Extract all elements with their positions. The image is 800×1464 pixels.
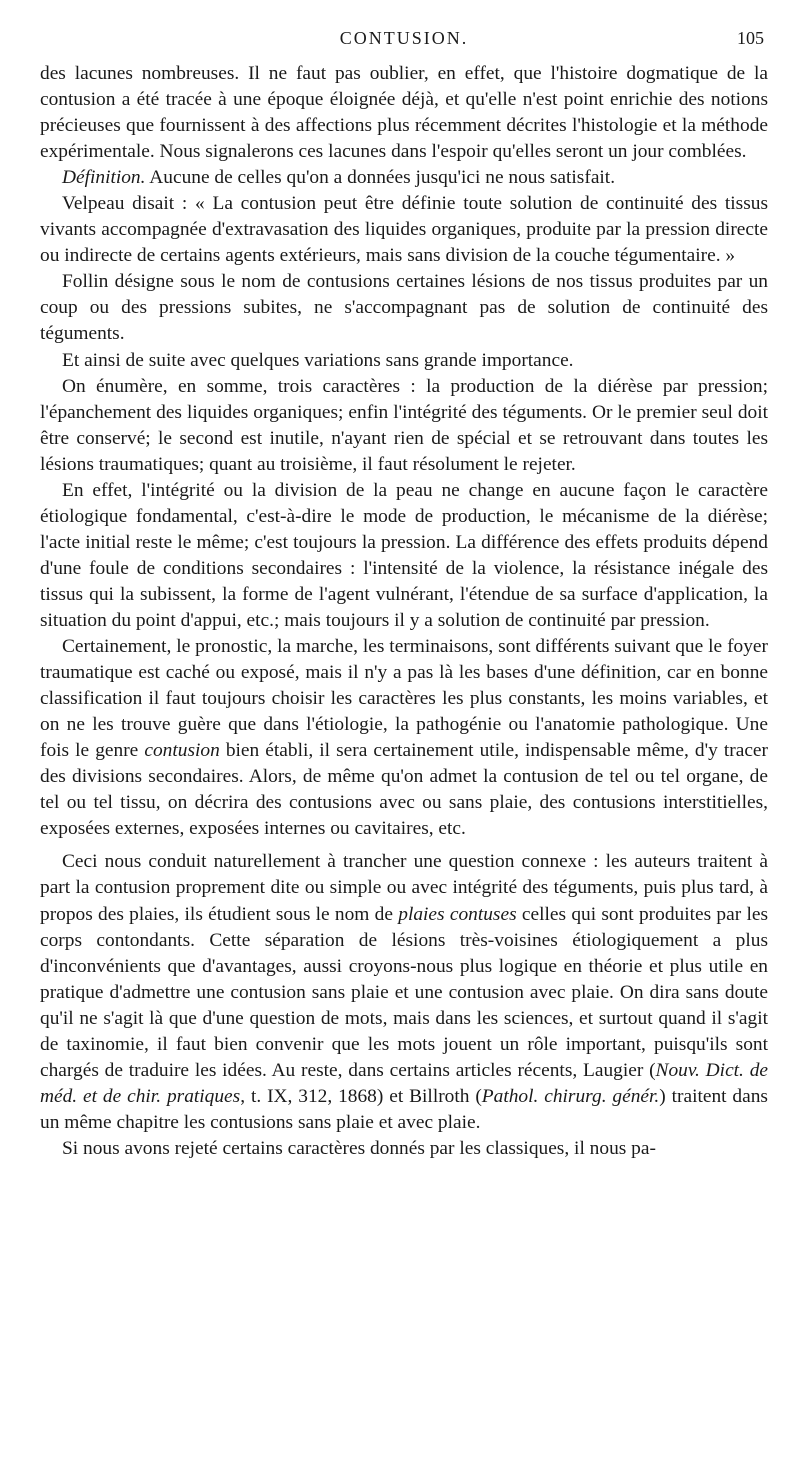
paragraph-three-characters: On énumère, en somme, trois caractères : la production de la diérèse par pression; l'épanchement des liquides organiques; enfin l'intégrité des téguments. Or le premier seul doit être conservé; le second est inutile, n'ayant rien de spécial et se retrouvant dans toutes les lésions traumatiques; quant au troisième, il faut résolument le rejeter. <box>40 375 768 475</box>
text-run: celles qui sont produites par les corps contondants. Cette séparation de lésions très-voisines étiologiquement a plus d'inconvénients que d'avantages, aussi croyons-nous plus logique en théorie et plus utile en pratique d'admettre une contusion sans plaie et une contusion avec plaie. On dira sans doute qu'il ne s'agit là que d'une question de mots, mais dans les sciences, et surtout quand il s'agit de taxinomie, il faut bien convenir que les mots jouent un rôle important, puisqu'ils sont chargés de traduire les idées. Au reste, dans certains articles récents, Laugier ( <box>40 903 768 1081</box>
italic-term: plaies contuses <box>398 903 517 925</box>
paragraph-follin: Follin désigne sous le nom de contusions certaines lésions de nos tissus produites par un coup ou des pressions subites, ne s'accompagnant pas de solution de continuité des téguments. <box>40 271 768 345</box>
running-title: CONTUSION. <box>339 28 469 48</box>
page-number: 105 <box>737 28 764 48</box>
citation-title: Pathol. chirurg. génér. <box>481 1085 660 1107</box>
paragraph-velpeau: Velpeau disait : « La contusion peut être définie toute solution de continuité des tissus vivants accompagnée d'extravasation des liquides organiques, produite par la pression directe ou indirecte de certains agents extérieurs, mais sans division de la couche tégumentaire. » <box>40 193 768 267</box>
running-header <box>40 28 768 58</box>
paragraph-connected-question <box>40 849 768 1136</box>
text-run: Ceci nous conduit naturellement à trancher une question connexe : les auteurs traitent à part la contusion proprement dite ou simple ou avec intégrité des téguments, puis plus tard, à propos des plaies, ils étudient sous le nom de <box>40 851 768 925</box>
paragraph-1: des lacunes nombreuses. Il ne faut pas oublier, en effet, que l'histoire dogmatique de la contusion a été tracée à une époque éloignée déjà, et qu'elle n'est point enrichie des notions précieuses que fournissent à des affections plus récemment décrites l'histologie et la méthode expérimentale. Nous signalerons ces lacunes dans l'espoir qu'elles seront un jour comblées. <box>40 63 768 163</box>
paragraph-definition <box>40 165 768 191</box>
citation-title: Nouv. Dict. de méd. et de chir. pratiques <box>40 1059 768 1107</box>
text-run: , t. IX, 312, 1868) et Billroth ( <box>240 1085 482 1107</box>
text-run: Certainement, le pronostic, la marche, les terminaisons, sont différents suivant que le foyer traumatique est caché ou exposé, mais il n'y a pas là les bases d'une définition, car en bonne classification il faut toujours choisir les caractères les plus constants, les moins variables, et on ne les trouve guère que dans l'étiologie, la pathogénie ou l'anatomie pathologique. Une fois le genre <box>40 636 768 762</box>
definition-label: Définition. <box>62 167 146 189</box>
paragraph-certainly <box>40 634 768 842</box>
text-run: bien établi, il sera certainement utile, indispensable même, d'y tracer des divisions secondaires. Alors, de même qu'on admet la contusion de tel ou tel organe, de tel ou tel tissu, on décrira des contusions avec ou sans plaie, des contusions interstitielles, exposées externes, exposées internes ou cavitaires, etc. <box>40 740 768 840</box>
paragraph-variations: Et ainsi de suite avec quelques variations sans grande importance. <box>62 349 574 371</box>
body-text <box>40 61 768 1162</box>
text-run: ) traitent dans un même chapitre les contusions sans plaie et avec plaie. <box>40 1085 768 1133</box>
paragraph-final: Si nous avons rejeté certains caractères donnés par les classiques, il nous pa- <box>62 1137 656 1159</box>
definition-text: Aucune de celles qu'on a données jusqu'ici ne nous satisfait. <box>145 167 616 189</box>
italic-term: contusion <box>144 740 220 762</box>
paragraph-in-effect: En effet, l'intégrité ou la division de la peau ne change en aucune façon le caractère étiologique fondamental, c'est-à-dire le mode de production, le mécanisme de la diérèse; l'acte initial reste le même; c'est toujours la pression. La différence des effets produits dépend d'une foule de conditions secondaires : l'intensité de la violence, la résistance inégale des tissus qui la subissent, la forme de l'agent vulnérant, l'étendue de sa surface d'application, la situation du point d'appui, etc.; mais toujours il y a solution de continuité par pression. <box>40 479 768 631</box>
